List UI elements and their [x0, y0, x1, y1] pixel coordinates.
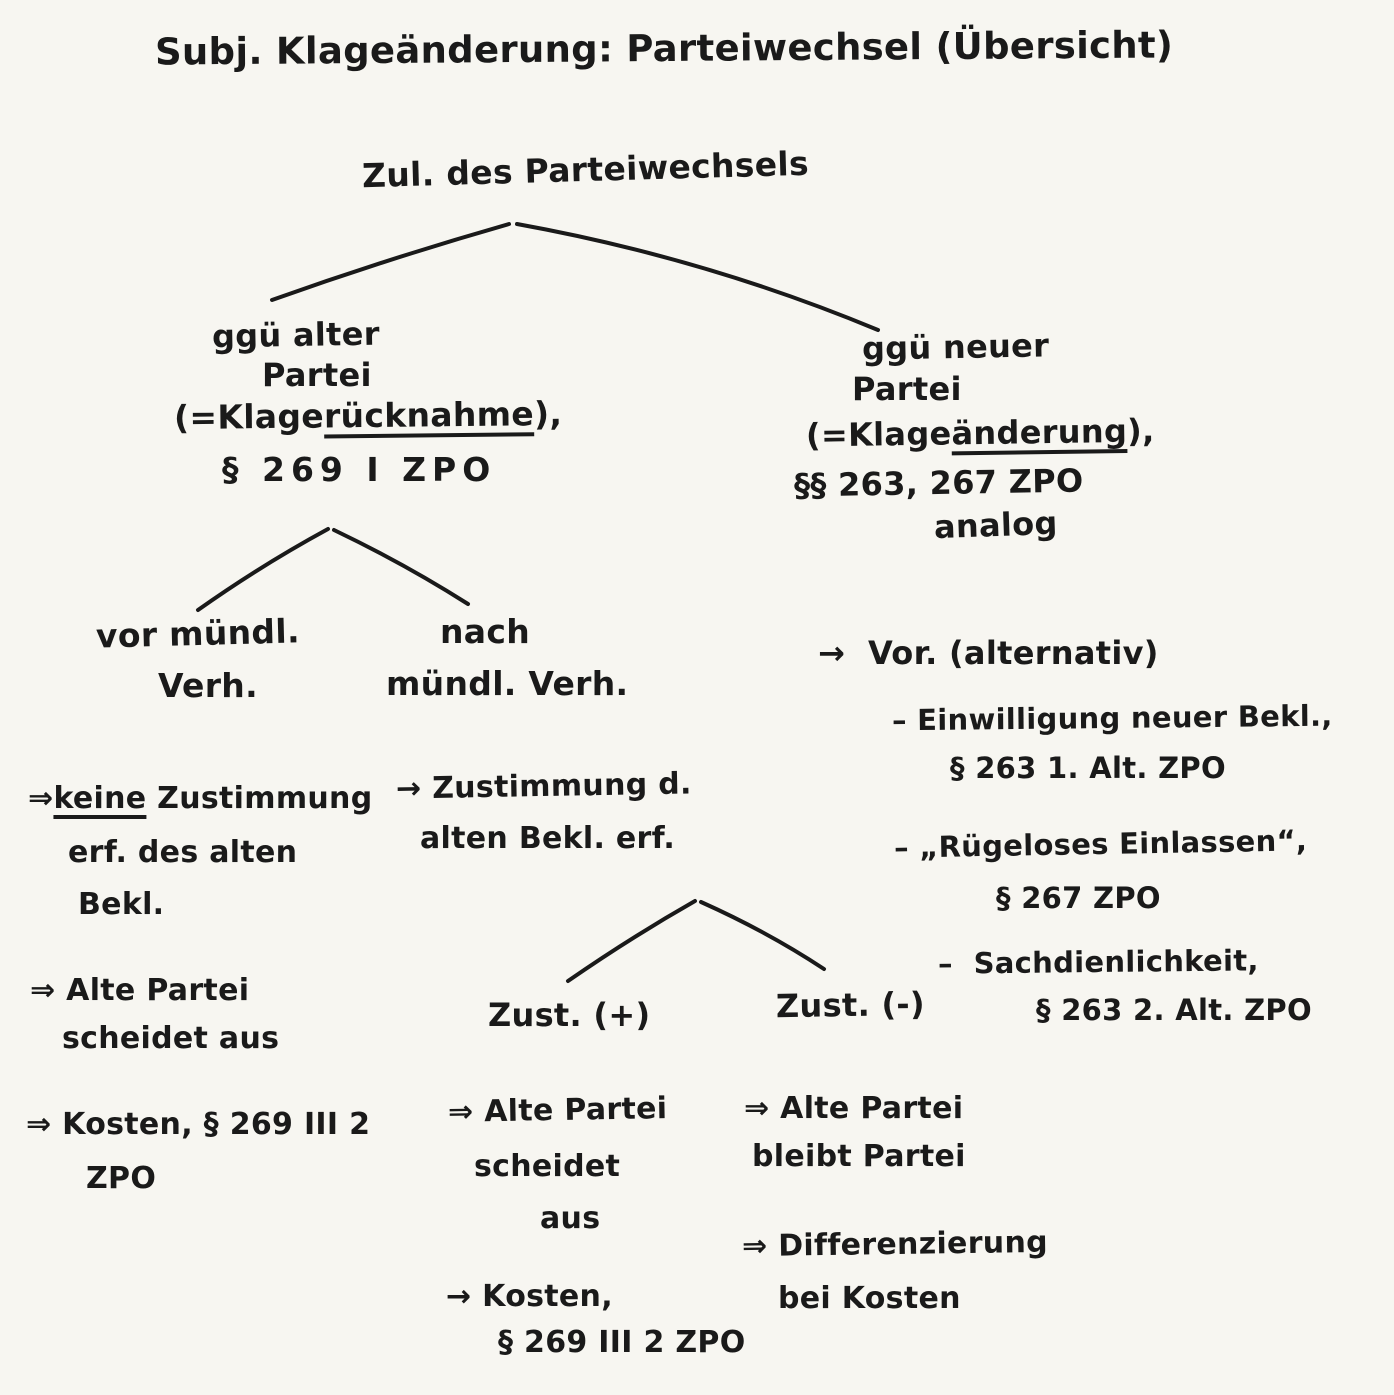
old-party-label-line1: ggü alter — [211, 314, 381, 356]
new-party-alias-underlined: änderung — [951, 411, 1128, 453]
new-party-statute-note: analog — [933, 503, 1059, 547]
old-party-alias-suffix: ), — [533, 393, 563, 434]
old-party-statute: § 269 I ZPO — [222, 450, 497, 489]
edge-old-party-to-before-hearing — [198, 529, 328, 610]
edge-root-to-new-party — [517, 224, 878, 330]
consent-yes-effect1-line3: aus — [540, 1201, 601, 1236]
requirement-item-1-line1: – Einwilligung neuer Bekl., — [891, 698, 1333, 738]
before-hearing-note-line1 — [28, 782, 372, 816]
consent-no-effect1-line2: bleibt Partei — [752, 1139, 966, 1174]
after-hearing-note-line1: → Zustimmung d. — [395, 766, 692, 807]
requirement-item-1-line2: § 263 1. Alt. ZPO — [950, 751, 1226, 785]
edge-consent-to-zust-minus — [701, 902, 824, 969]
requirement-item-2-line1: – „Rügeloses Einlassen“, — [893, 823, 1308, 865]
requirement-item-3-line1: – Sachdienlichkeit, — [937, 943, 1259, 981]
old-party-alias-underlined: rücknahme — [323, 394, 535, 436]
old-party-alias — [173, 393, 563, 438]
after-hearing-label-line1: nach — [440, 612, 531, 651]
new-party-label-line2: Partei — [852, 370, 962, 408]
consent-no-effect1-line1: ⇒ Alte Partei — [744, 1091, 964, 1126]
after-hearing-note-line2: alten Bekl. erf. — [420, 821, 676, 856]
requirement-item-2-line2: § 267 ZPO — [996, 881, 1161, 915]
consent-no-label: Zust. (-) — [775, 984, 926, 1026]
new-party-alias-prefix: (=Klage — [805, 414, 952, 455]
requirement-item-3-line2: § 263 2. Alt. ZPO — [1036, 993, 1312, 1027]
consent-yes-effect1-line2: scheidet — [474, 1149, 621, 1184]
consent-yes-effect2-line1: → Kosten, — [446, 1279, 613, 1314]
consent-no-effect2-line1: ⇒ Differenzierung — [741, 1224, 1049, 1265]
new-party-statute: §§ 263, 267 ZPO — [793, 461, 1084, 505]
consent-yes-effect1-line1: ⇒ Alte Partei — [447, 1091, 668, 1130]
old-party-alias-prefix: (=Klage — [173, 396, 325, 438]
root-node-label: Zul. des Parteiwechsels — [361, 143, 810, 196]
consent-yes-effect2-line2: § 269 III 2 ZPO — [498, 1325, 746, 1360]
edge-consent-to-zust-plus — [568, 901, 695, 981]
before-hearing-note-underlined: keine — [53, 781, 147, 816]
before-hearing-effect2-line1: ⇒ Kosten, § 269 III 2 — [26, 1107, 371, 1142]
before-hearing-note-line2: erf. des alten — [68, 835, 298, 870]
before-hearing-label-line1: vor mündl. — [95, 611, 301, 656]
edge-root-to-old-party — [272, 224, 509, 300]
new-party-alias — [805, 411, 1155, 455]
after-hearing-label-line2: mündl. Verh. — [386, 664, 629, 703]
double-arrow-icon: ⇒ — [28, 781, 54, 816]
page-title: Subj. Klageänderung: Parteiwechsel (Übersicht) — [154, 23, 1174, 74]
before-hearing-note-rest: Zustimmung — [146, 781, 373, 816]
new-party-label-line1: ggü neuer — [861, 326, 1050, 368]
before-hearing-effect1-line2: scheidet aus — [62, 1021, 280, 1056]
consent-no-effect2-line2: bei Kosten — [778, 1281, 961, 1316]
requirements-heading: → Vor. (alternativ) — [818, 634, 1159, 672]
before-hearing-effect2-line2: ZPO — [86, 1161, 157, 1196]
before-hearing-effect1-line1: ⇒ Alte Partei — [30, 973, 250, 1008]
new-party-alias-suffix: ), — [1126, 411, 1155, 450]
before-hearing-label-line2: Verh. — [158, 666, 258, 705]
old-party-label-line2: Partei — [262, 356, 372, 394]
consent-yes-label: Zust. (+) — [488, 996, 651, 1034]
edge-old-party-to-after-hearing — [334, 530, 468, 604]
before-hearing-note-line3: Bekl. — [78, 887, 165, 922]
